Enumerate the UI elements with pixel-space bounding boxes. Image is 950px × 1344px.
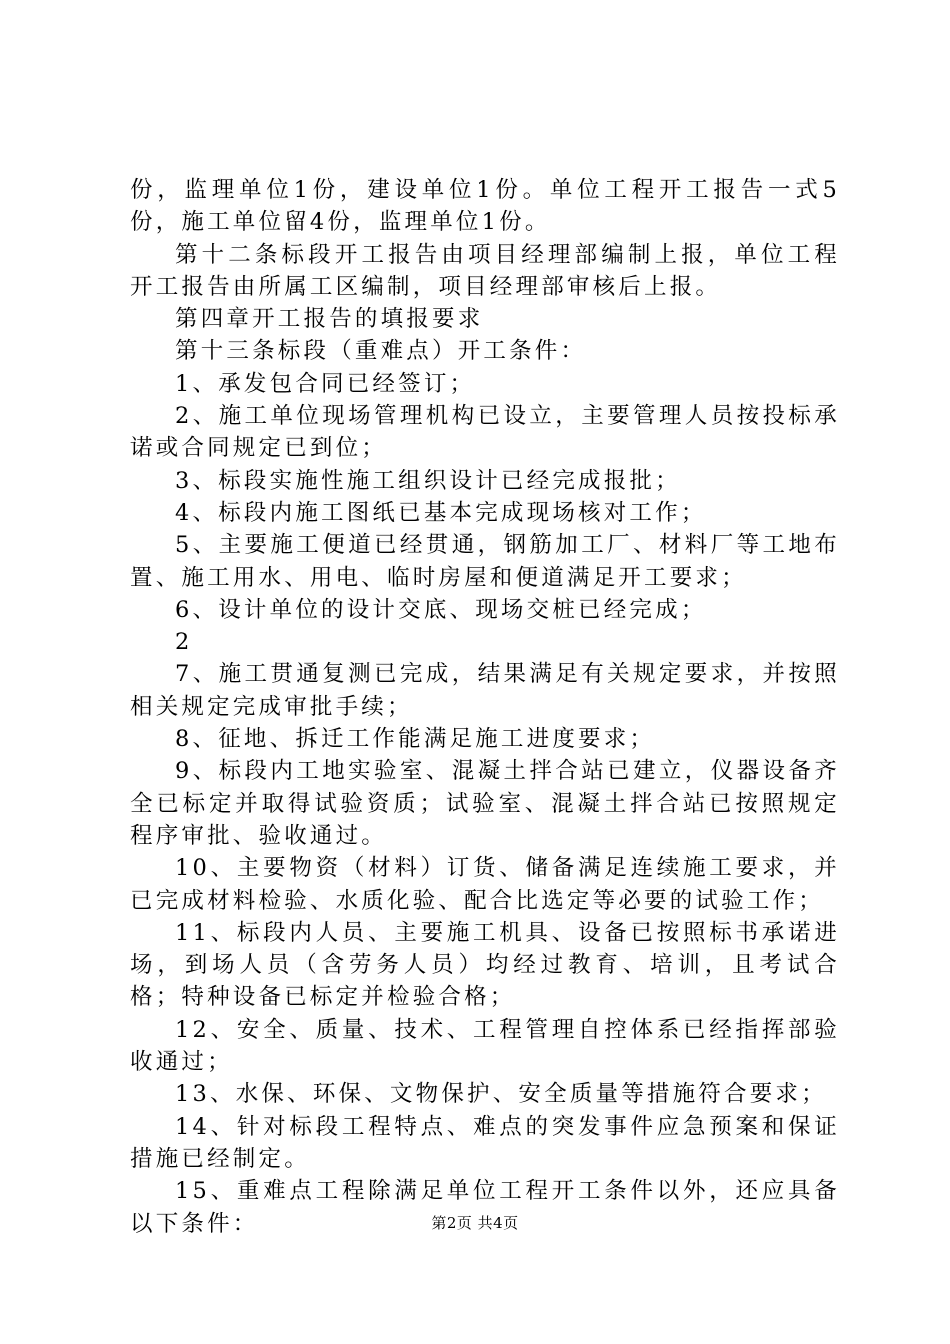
list-item-14: 14、针对标段工程特点、难点的突发事件应急预案和保证措施已经制定。 [130, 1113, 840, 1172]
list-item-13: 13、水保、环保、文物保护、安全质量等措施符合要求； [175, 1081, 827, 1108]
list-item-1: 1、承发包合同已经签订； [175, 370, 476, 397]
list-item-2: 2、施工单位现场管理机构已设立，主要管理人员按投标承诺或合同规定已到位； [130, 403, 840, 462]
paragraph-article-12: 第十二条标段开工报告由项目经理部编制上报，单位工程开工报告由所属工区编制，项目经理部审核后上报。 [130, 241, 840, 300]
list-item-6: 6、设计单位的设计交底、现场交桩已经完成； [175, 596, 707, 623]
paragraph-continuation: 份，监理单位1份，建设单位1份。单位工程开工报告一式5份，施工单位留4份，监理单位1份。 [130, 177, 840, 236]
document-body [130, 174, 840, 1240]
list-item-11: 11、标段内人员、主要施工机具、设备已按照标书承诺进场，到场人员（含劳务人员）均经过教育、培训，且考试合格；特种设备已标定并检验合格； [130, 919, 840, 1011]
list-item-4: 4、标段内施工图纸已基本完成现场核对工作； [175, 499, 707, 526]
list-item-9: 9、标段内工地实验室、混凝土拌合站已建立，仪器设备齐全已标定并取得试验资质；试验室、混凝土拌合站已按照规定程序审批、验收通过。 [130, 758, 840, 849]
list-item-5: 5、主要施工便道已经贯通，钢筋加工厂、材料厂等工地布置、施工用水、用电、临时房屋和便道满足开工要求； [130, 532, 840, 591]
list-item-15: 15、重难点工程除满足单位工程开工条件以外，还应具备以下条件： [130, 1178, 840, 1237]
chapter-heading: 第四章开工报告的填报要求 [175, 306, 484, 333]
list-item-12: 12、安全、质量、技术、工程管理自控体系已经指挥部验收通过； [130, 1016, 840, 1076]
list-item-8: 8、征地、拆迁工作能满足施工进度要求； [175, 726, 656, 753]
inline-page-number: 2 [175, 629, 193, 656]
paragraph-article-13: 第十三条标段（重难点）开工条件： [175, 338, 587, 365]
list-item-3: 3、标段实施性施工组织设计已经完成报批； [175, 467, 681, 494]
page-footer: 第2页 共4页 [431, 1214, 519, 1232]
list-item-10: 10、主要物资（材料）订货、储备满足连续施工要求，并已完成材料检验、水质化验、配合比选定等必要的试验工作； [130, 855, 840, 914]
list-item-7: 7、施工贯通复测已完成，结果满足有关规定要求，并按照相关规定完成审批手续； [130, 661, 840, 720]
